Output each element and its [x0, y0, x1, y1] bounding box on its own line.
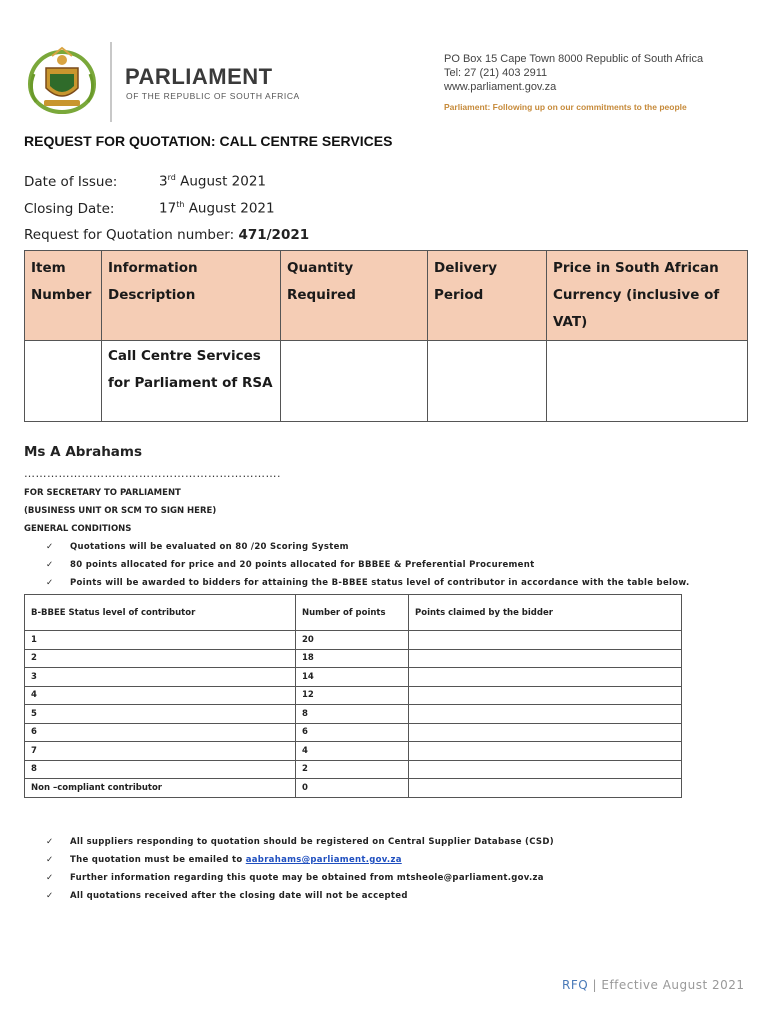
- org-name: PARLIAMENT: [125, 64, 273, 89]
- table-row: [25, 668, 682, 687]
- quotation-table-header: [25, 251, 748, 341]
- points-value: 4: [296, 742, 409, 761]
- condition-item: ✓ 80 points allocated for price and 20 points allocated for BBBEE & Preferential Procurement: [46, 560, 535, 570]
- contact-website: www.parliament.gov.za: [444, 81, 557, 93]
- rfq-number-value: 471/2021: [238, 227, 310, 243]
- rfq-number: [24, 227, 309, 243]
- cell-delivery-period[interactable]: [428, 341, 547, 422]
- contact-block: [444, 52, 703, 114]
- cell-item-number[interactable]: [25, 341, 102, 422]
- bbbee-points-table: [24, 594, 682, 798]
- status-level: 6: [25, 723, 296, 742]
- header-quantity-required: Quantity Required: [281, 251, 428, 341]
- table-row: [25, 723, 682, 742]
- signature-unit-line: (BUSINESS UNIT OR SCM TO SIGN HERE): [24, 506, 217, 516]
- signature-line: ………………………………………………………….: [24, 467, 281, 480]
- date-of-issue-day: 3: [159, 173, 168, 190]
- date-of-issue-suffix: rd: [167, 173, 176, 182]
- document-title: REQUEST FOR QUOTATION: CALL CENTRE SERVICES: [24, 133, 393, 149]
- points-claimed-cell[interactable]: [409, 723, 682, 742]
- org-subtitle: OF THE REPUBLIC OF SOUTH AFRICA: [126, 91, 300, 101]
- points-claimed-cell[interactable]: [409, 705, 682, 724]
- points-value: 14: [296, 668, 409, 687]
- contact-tagline: Parliament: Following up on our commitments to the people: [444, 102, 687, 112]
- points-value: 12: [296, 686, 409, 705]
- points-claimed-cell[interactable]: [409, 760, 682, 779]
- table-row: [25, 631, 682, 650]
- status-level: 3: [25, 668, 296, 687]
- status-level: 2: [25, 649, 296, 668]
- footer-separator: |: [588, 978, 602, 992]
- table-row: [25, 705, 682, 724]
- quotation-table: [24, 250, 748, 422]
- signer-name: Ms A Abrahams: [24, 444, 143, 460]
- points-claimed-cell[interactable]: [409, 649, 682, 668]
- closing-date: [24, 200, 275, 217]
- contact-address: PO Box 15 Cape Town 8000 Republic of South Africa: [444, 53, 704, 65]
- requirement-item: ✓ The quotation must be emailed to aabrahams@parliament.gov.za: [46, 855, 402, 865]
- requirement-item: ✓ All suppliers responding to quotation should be registered on Central Supplier Database (CSD): [46, 837, 554, 847]
- check-icon: ✓: [46, 542, 54, 552]
- table-row: [25, 649, 682, 668]
- signature-for-line: FOR SECRETARY TO PARLIAMENT: [24, 488, 181, 498]
- table-row: [25, 779, 682, 798]
- status-level: 7: [25, 742, 296, 761]
- email-link[interactable]: aabrahams@parliament.gov.za: [245, 855, 402, 865]
- quotation-table-row: [25, 341, 748, 422]
- points-claimed-cell[interactable]: [409, 686, 682, 705]
- header-status-level: B-BBEE Status level of contributor: [25, 595, 296, 631]
- points-claimed-cell[interactable]: [409, 668, 682, 687]
- header-price: Price in South African Currency (inclusive of VAT): [547, 251, 748, 341]
- header-item-number: Item Number: [25, 251, 102, 341]
- points-table-header: [25, 595, 682, 631]
- check-icon: ✓: [46, 891, 54, 901]
- check-icon: ✓: [46, 560, 54, 570]
- points-value: 18: [296, 649, 409, 668]
- status-level: Non –compliant contributor: [25, 779, 296, 798]
- date-of-issue: [24, 173, 266, 190]
- contact-tel: Tel: 27 (21) 403 2911: [444, 67, 548, 79]
- status-level: 8: [25, 760, 296, 779]
- table-row: [25, 686, 682, 705]
- parliament-crest-logo: [22, 44, 102, 116]
- status-level: 4: [25, 686, 296, 705]
- condition-item: ✓ Quotations will be evaluated on 80 /20 Scoring System: [46, 542, 349, 552]
- check-icon: ✓: [46, 873, 54, 883]
- closing-date-suffix: th: [176, 200, 185, 209]
- cell-quantity-required[interactable]: [281, 341, 428, 422]
- general-conditions-heading: GENERAL CONDITIONS: [24, 524, 132, 534]
- status-level: 1: [25, 631, 296, 650]
- cell-price[interactable]: [547, 341, 748, 422]
- table-row: [25, 742, 682, 761]
- check-icon: ✓: [46, 855, 54, 865]
- closing-date-day: 17: [159, 200, 177, 217]
- closing-date-rest: August 2021: [184, 200, 275, 217]
- points-value: 2: [296, 760, 409, 779]
- closing-date-label: Closing Date:: [24, 200, 115, 217]
- requirement-item: ✓ Further information regarding this quote may be obtained from mtsheole@parliament.gov.za: [46, 873, 544, 883]
- page-footer: [562, 978, 745, 992]
- requirement-item: ✓ All quotations received after the closing date will not be accepted: [46, 891, 408, 901]
- date-of-issue-rest: August 2021: [175, 173, 267, 190]
- check-icon: ✓: [46, 837, 54, 847]
- rfq-number-label: Request for Quotation number:: [24, 227, 239, 243]
- points-value: 0: [296, 779, 409, 798]
- header-points-claimed: Points claimed by the bidder: [409, 595, 682, 631]
- cell-information-description: Call Centre Services for Parliament of RSA: [102, 341, 281, 422]
- date-of-issue-label: Date of Issue:: [24, 173, 118, 190]
- footer-rfq: RFQ: [562, 978, 589, 992]
- points-value: 8: [296, 705, 409, 724]
- points-claimed-cell[interactable]: [409, 742, 682, 761]
- header-divider: [110, 42, 112, 122]
- table-row: [25, 760, 682, 779]
- header-information-description: Information Description: [102, 251, 281, 341]
- header-delivery-period: Delivery Period: [428, 251, 547, 341]
- points-claimed-cell[interactable]: [409, 631, 682, 650]
- status-level: 5: [25, 705, 296, 724]
- check-icon: ✓: [46, 578, 54, 588]
- points-value: 6: [296, 723, 409, 742]
- footer-effective: Effective August 2021: [601, 978, 745, 992]
- condition-item: ✓ Points will be awarded to bidders for attaining the B-BBEE status level of contributor in accordance with the table below.: [46, 578, 690, 588]
- header-number-of-points: Number of points: [296, 595, 409, 631]
- points-claimed-cell[interactable]: [409, 779, 682, 798]
- points-value: 20: [296, 631, 409, 650]
